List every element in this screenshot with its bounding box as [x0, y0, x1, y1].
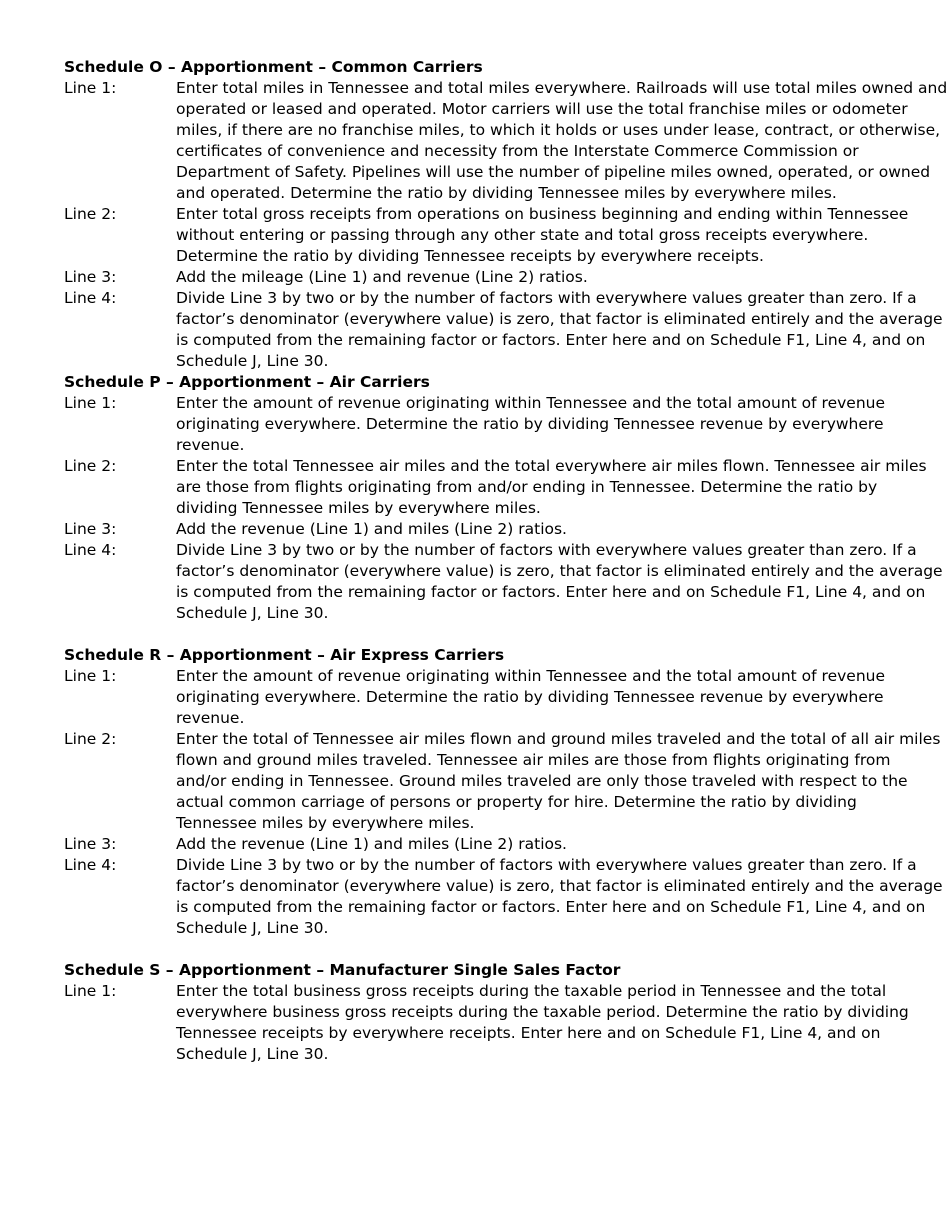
schedule-p-section	[64, 372, 943, 624]
line-text	[176, 519, 894, 540]
schedule-line	[64, 855, 943, 939]
text-line: is computed from the remaining factor or factors. Enter here and on Schedule F1, Line 4, and on	[176, 898, 926, 916]
text-line: certificates of convenience and necessity from the Interstate Commerce Commission or	[176, 142, 859, 160]
text-line: Tennessee miles by everywhere miles.	[176, 814, 475, 832]
text-line: revenue.	[176, 709, 245, 727]
text-line: Add the revenue (Line 1) and miles (Line 2) ratios.	[176, 835, 567, 853]
schedule-s-section	[64, 960, 909, 1065]
line-label: Line 4:	[64, 289, 117, 307]
text-line: Enter total miles in Tennessee and total miles everywhere. Railroads will use total miles owned and	[176, 79, 948, 97]
schedule-line	[64, 519, 894, 540]
text-line: Schedule J, Line 30.	[176, 352, 329, 370]
text-line: Add the mileage (Line 1) and revenue (Line 2) ratios.	[176, 268, 588, 286]
text-line: revenue.	[176, 436, 245, 454]
line-label: Line 3:	[64, 520, 117, 538]
schedule-line	[64, 981, 909, 1065]
text-line: Department of Safety. Pipelines will use the number of pipeline miles owned, operated, or owned	[176, 163, 931, 181]
schedule-line	[64, 393, 894, 456]
line-label: Line 1:	[64, 982, 117, 1000]
schedule-line	[64, 204, 909, 267]
document-page	[64, 57, 948, 1065]
schedule-o-section	[64, 57, 948, 372]
text-line: Enter the total business gross receipts during the taxable period in Tennessee and the total	[176, 982, 887, 1000]
section-spacer	[64, 624, 894, 645]
line-label: Line 2:	[64, 457, 117, 475]
text-line: factor’s denominator (everywhere value) is zero, that factor is eliminated entirely and the average	[176, 877, 943, 895]
text-line: flown and ground miles traveled. Tennessee air miles are those from flights originating from	[176, 751, 891, 769]
text-line: Enter the amount of revenue originating within Tennessee and the total amount of revenue	[176, 667, 886, 685]
text-line: without entering or passing through any other state and total gross receipts everywhere.	[176, 226, 869, 244]
text-line: Tennessee receipts by everywhere receipts. Enter here and on Schedule F1, Line 4, and on	[176, 1024, 881, 1042]
schedule-line	[64, 456, 927, 519]
text-line: miles, if there are no franchise miles, to which it holds or uses under lease, contract, or otherwise,	[176, 121, 941, 139]
line-label: Line 3:	[64, 835, 117, 853]
schedule-line	[64, 288, 943, 372]
text-line: Divide Line 3 by two or by the number of factors with everywhere values greater than zero. If a	[176, 856, 917, 874]
text-line: and operated. Determine the ratio by dividing Tennessee miles by everywhere miles.	[176, 184, 837, 202]
line-text	[176, 288, 943, 372]
schedule-line	[64, 267, 894, 288]
schedule-line	[64, 834, 894, 855]
line-label: Line 3:	[64, 268, 117, 286]
line-label: Line 4:	[64, 541, 117, 559]
line-label: Line 1:	[64, 667, 117, 685]
line-label: Line 2:	[64, 205, 117, 223]
section-spacer	[64, 939, 894, 960]
text-line: Enter total gross receipts from operations on business beginning and ending within Tennessee	[176, 205, 909, 223]
schedule-line	[64, 78, 948, 204]
line-text	[176, 78, 947, 204]
text-line: Enter the total of Tennessee air miles flown and ground miles traveled and the total of all air miles	[176, 730, 941, 748]
text-line: Schedule J, Line 30.	[176, 919, 329, 937]
schedule-title: Schedule S – Apportionment – Manufacturer Single Sales Factor	[64, 961, 621, 979]
schedule-line	[64, 540, 943, 624]
text-line: Divide Line 3 by two or by the number of factors with everywhere values greater than zero. If a	[176, 289, 917, 307]
line-label: Line 1:	[64, 79, 117, 97]
schedule-line	[64, 729, 941, 834]
schedule-title: Schedule O – Apportionment – Common Carriers	[64, 58, 483, 76]
text-line: actual common carriage of persons or property for hire. Determine the ratio by dividing	[176, 793, 857, 811]
text-line: originating everywhere. Determine the ratio by dividing Tennessee revenue by everywhere	[176, 415, 884, 433]
text-line: and/or ending in Tennessee. Ground miles traveled are only those traveled with respect to the	[176, 772, 908, 790]
text-line: factor’s denominator (everywhere value) is zero, that factor is eliminated entirely and the average	[176, 310, 943, 328]
text-line: Divide Line 3 by two or by the number of factors with everywhere values greater than zero. If a	[176, 541, 917, 559]
line-text	[176, 393, 894, 456]
text-line: operated or leased and operated. Motor carriers will use the total franchise miles or odometer	[176, 100, 908, 118]
text-line: factor’s denominator (everywhere value) is zero, that factor is eliminated entirely and the average	[176, 562, 943, 580]
text-line: originating everywhere. Determine the ratio by dividing Tennessee revenue by everywhere	[176, 688, 884, 706]
line-text	[176, 204, 908, 267]
text-line: Add the revenue (Line 1) and miles (Line 2) ratios.	[176, 520, 567, 538]
line-text	[176, 855, 943, 939]
text-line: is computed from the remaining factor or factors. Enter here and on Schedule F1, Line 4, and on	[176, 583, 926, 601]
line-text	[176, 834, 894, 855]
line-text	[176, 540, 943, 624]
schedule-line	[64, 666, 894, 729]
text-line: Schedule J, Line 30.	[176, 604, 329, 622]
line-text	[176, 666, 894, 729]
line-text	[176, 267, 894, 288]
schedule-title: Schedule P – Apportionment – Air Carriers	[64, 373, 430, 391]
text-line: everywhere business gross receipts during the taxable period. Determine the ratio by dividing	[176, 1003, 909, 1021]
text-line: is computed from the remaining factor or factors. Enter here and on Schedule F1, Line 4, and on	[176, 331, 926, 349]
line-text	[176, 981, 909, 1065]
text-line: Enter the amount of revenue originating within Tennessee and the total amount of revenue	[176, 394, 886, 412]
schedule-title: Schedule R – Apportionment – Air Express Carriers	[64, 646, 505, 664]
text-line: Schedule J, Line 30.	[176, 1045, 329, 1063]
line-label: Line 2:	[64, 730, 117, 748]
line-text	[176, 729, 940, 834]
line-text	[176, 456, 927, 519]
text-line: dividing Tennessee miles by everywhere miles.	[176, 499, 541, 517]
text-line: Determine the ratio by dividing Tennessee receipts by everywhere receipts.	[176, 247, 764, 265]
text-line: Enter the total Tennessee air miles and the total everywhere air miles flown. Tennessee air miles	[176, 457, 927, 475]
line-label: Line 4:	[64, 856, 117, 874]
text-line: are those from flights originating from and/or ending in Tennessee. Determine the ratio by	[176, 478, 878, 496]
schedule-r-section	[64, 645, 943, 939]
line-label: Line 1:	[64, 394, 117, 412]
